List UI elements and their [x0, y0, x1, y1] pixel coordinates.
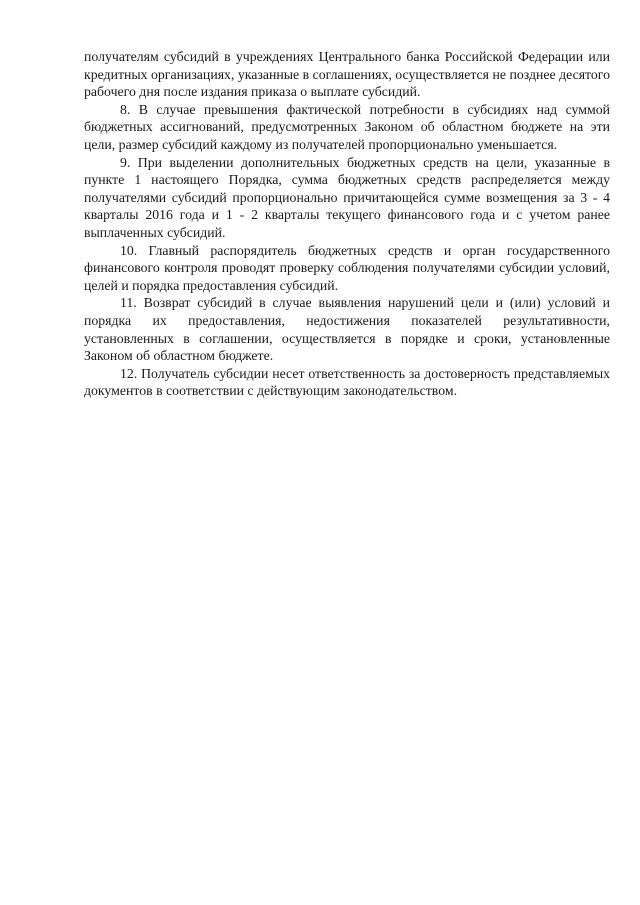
paragraph-item-12: 12. Получатель субсидии несет ответственность за достоверность представляемых документов в соответствии с действующим законодательством. [84, 365, 610, 399]
document-page [84, 48, 610, 400]
paragraph-item-11: 11. Возврат субсидий в случае выявления нарушений цели и (или) условий и порядка их предоставления, недостижения показателей результативности, установленных в соглашении, осуществляется в порядке и сроки, установленные Законом об областном бюджете. [84, 295, 610, 364]
paragraph-item-9: 9. При выделении дополнительных бюджетных средств на цели, указанные в пункте 1 настоящего Порядка, сумма бюджетных средств распределяется между получателями субсидий пропорционально причитающейся сумме возмещения за 3 - 4 кварталы 2016 года и 1 - 2 кварталы текущего финансового года и с учетом ранее выплаченных субсидий. [84, 154, 610, 240]
paragraph-item-8: 8. В случае превышения фактической потребности в субсидиях над суммой бюджетных ассигнований, предусмотренных Законом об областном бюджете на эти цели, размер субсидий каждому из получателей пропорционально уменьшается. [84, 101, 610, 152]
paragraph-continuation: получателям субсидий в учреждениях Центрального банка Российской Федерации или кредитных организациях, указанные в соглашениях, осуществляется не позднее десятого рабочего дня после издания приказа о выплате субсидий. [84, 49, 610, 100]
paragraph-item-10: 10. Главный распорядитель бюджетных средств и орган государственного финансового контроля проводят проверку соблюдения получателями субсидии условий, целей и порядка предоставления субсидий. [84, 242, 610, 293]
